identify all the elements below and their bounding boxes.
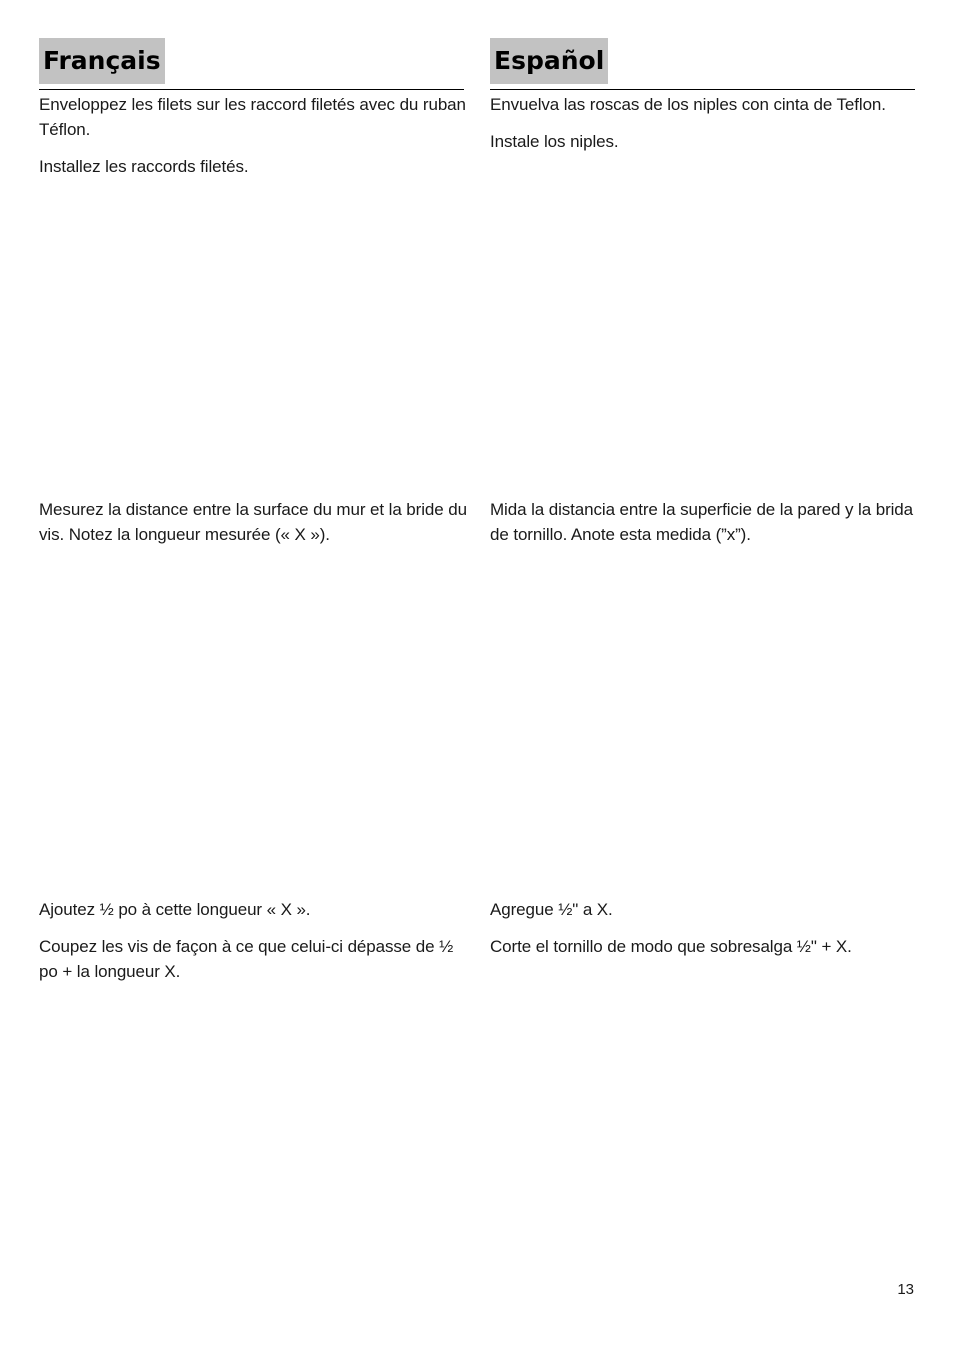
spanish-cut-step-add: Agregue ½" a X. [490,900,613,919]
french-cut-section [39,897,467,996]
spanish-measure-step: Mida la distancia entre la superficie de la pared y la brida de tornillo. Anote esta medida (”x”). [490,500,914,544]
spanish-teflon-step-wrap: Envuelva las roscas de los niples con cinta de Teflon. [490,95,886,114]
spanish-cut-step-cut: Corte el tornillo de modo que sobresalga ½" + X. [490,937,852,956]
spanish-heading-rule [490,89,915,90]
spanish-cut-section [490,897,918,971]
french-teflon-step-wrap: Enveloppez les filets sur les raccord filetés avec du ruban Téflon. [39,95,466,139]
spanish-teflon-step-install: Instale los niples. [490,132,619,151]
french-heading-rule [39,89,464,90]
french-measure-step: Mesurez la distance entre la surface du mur et la bride du vis. Notez la longueur mesurée (« X »). [39,500,467,544]
spanish-measure-section [490,497,918,559]
french-teflon-step-install: Installez les raccords filetés. [39,157,249,176]
spanish-heading: Español [490,38,608,84]
french-heading: Français [39,38,165,84]
french-teflon-section [39,92,467,191]
french-measure-section [39,497,467,559]
french-cut-step-cut: Coupez les vis de façon à ce que celui-ci dépasse de ½ po + la longueur X. [39,937,454,981]
spanish-teflon-section [490,92,918,166]
page-number: 13 [897,1281,914,1298]
french-cut-step-add: Ajoutez ½ po à cette longueur « X ». [39,900,311,919]
